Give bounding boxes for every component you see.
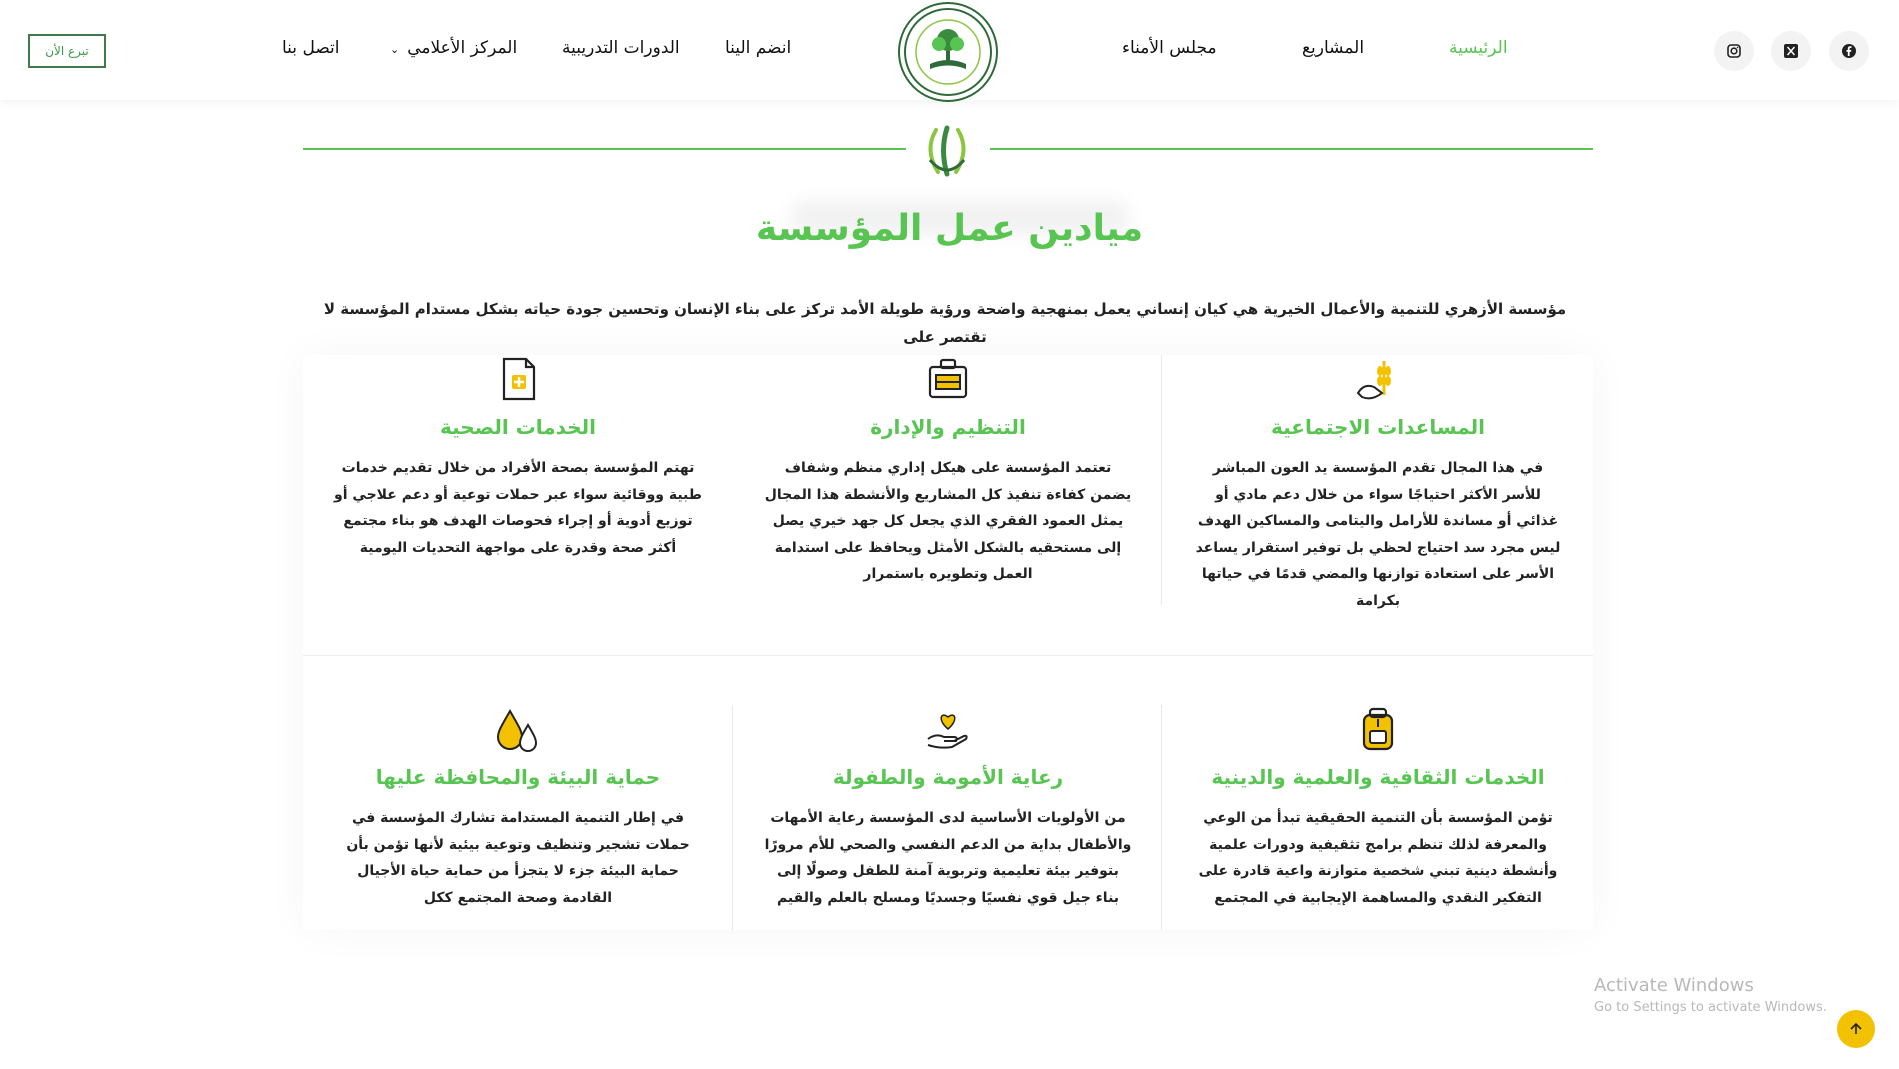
card-title: الخدمات الصحية <box>439 415 597 439</box>
x-twitter-icon[interactable] <box>1771 31 1811 71</box>
site-header <box>0 0 1899 100</box>
fields-grid <box>303 355 1593 930</box>
azhary-emblem-icon <box>914 118 980 184</box>
card-culture <box>1163 705 1593 930</box>
nav-courses[interactable]: الدورات التدريبية <box>562 38 680 58</box>
medical-file-icon <box>494 355 542 403</box>
nav-media-label: المركز الأعلامي <box>407 38 518 58</box>
wheat-hand-icon <box>1354 355 1402 403</box>
instagram-icon[interactable] <box>1714 31 1754 71</box>
heart-hand-icon <box>924 705 972 753</box>
card-health <box>303 355 733 615</box>
card-text: في هذا المجال تقدم المؤسسة يد العون المباشر للأسر الأكثر احتياجًا سواء من خلال دعم مادي أو غذائي أو مساندة للأرامل واليتامى والمساكين الهدف ليس مجرد سد احتياج لحظي بل توفير استقرار يساعد الأسر على استعادة توازنها والمضي قدمًا في حياتها بكرامة <box>1195 460 1561 609</box>
foundation-logo[interactable] <box>898 2 998 102</box>
logo-emblem-icon <box>902 6 994 98</box>
divider-line-right <box>990 148 1593 150</box>
divider-line-left <box>303 148 906 150</box>
chevron-down-icon: ⌄ <box>390 43 400 56</box>
nav-home[interactable]: الرئيسية <box>1449 38 1508 58</box>
nav-contact[interactable]: اتصل بنا <box>282 38 340 58</box>
nav-media-center[interactable] <box>390 38 517 58</box>
card-title: الخدمات الثقافية والعلمية والدينية <box>1211 765 1545 789</box>
card-title: المساعدات الاجتماعية <box>1271 415 1485 439</box>
row-separator <box>303 655 1593 656</box>
briefcase-icon <box>924 355 972 403</box>
donate-button[interactable]: تبرع الأن <box>28 34 106 68</box>
nav-join[interactable]: انضم الينا <box>725 38 792 58</box>
card-text: في إطار التنمية المستدامة تشارك المؤسسة في حملات تشجير وتنظيف وتوعية بيئية لأنها تؤمن بأن حماية البيئة جزء لا يتجزأ من حماية حياة الأجيال القادمة وصحة المجتمع ككل <box>346 810 690 906</box>
backpack-icon <box>1354 705 1402 753</box>
card-title: حماية البيئة والمحافظة عليها <box>375 765 661 789</box>
card-text: تؤمن المؤسسة بأن التنمية الحقيقية تبدأ من الوعي والمعرفة لذلك تنظم برامج تثقيفية ودورات علمية وأنشطة دينية تبني شخصية متوازنة واعية قادرة على التفكير النقدي والمساهمة الإيجابية في المجتمع <box>1198 810 1558 906</box>
water-drops-icon <box>494 705 542 753</box>
card-text: من الأولويات الأساسية لدى المؤسسة رعاية الأمهات والأطفال بداية من الدعم النفسي والصحي للأم مرورًا بتوفير بيئة تعليمية وتربوية آمنة للطفل وصولًا إلى بناء جيل قوي نفسيًا وجسديًا ومسلح بالعلم والقيم <box>764 810 1132 906</box>
activation-watermark-hint: Go to Settings to activate Windows. <box>1594 1000 1827 1015</box>
facebook-icon[interactable] <box>1829 31 1869 71</box>
card-management <box>733 355 1163 615</box>
arrow-up-icon <box>1848 1021 1864 1037</box>
scroll-to-top-button[interactable] <box>1837 1010 1875 1048</box>
nav-projects[interactable]: المشاريع <box>1302 38 1365 58</box>
nav-trustees[interactable]: مجلس الأمناء <box>1122 38 1217 58</box>
activation-watermark-title: Activate Windows <box>1594 975 1754 996</box>
intro-line-1: مؤسسة الأزهري للتنمية والأعمال الخيرية هي كيان إنساني يعمل بمنهجية واضحة ورؤية طويلة الأمد تركز على بناء الإنسان وتحسين جودة حياته بشكل مستدام المؤسسة لا تقتصر على <box>323 300 1567 346</box>
card-motherhood <box>733 705 1163 930</box>
card-text: تعتمد المؤسسة على هيكل إداري منظم وشفاف يضمن كفاءة تنفيذ كل المشاريع والأنشطة هذا المجال يمثل العمود الفقري الذي يجعل كل جهد خيري يصل إلى مستحقيه بالشكل الأمثل ويحافظ على استدامة العمل وتطويره باستمرار <box>764 460 1132 582</box>
card-text: تهتم المؤسسة بصحة الأفراد من خلال تقديم خدمات طبية ووقائية سواء عبر حملات توعية أو دعم علاجي أو توزيع أدوية أو إجراء فحوصات الهدف هو بناء مجتمع أكثر صحة وقدرة على مواجهة التحديات اليومية <box>334 460 702 556</box>
card-social-aid <box>1163 355 1593 615</box>
card-environment <box>303 705 733 930</box>
card-title: التنظيم والإدارة <box>870 415 1026 439</box>
card-title: رعاية الأمومة والطفولة <box>832 765 1064 789</box>
section-title: ميادين عمل المؤسسة <box>755 208 1144 249</box>
